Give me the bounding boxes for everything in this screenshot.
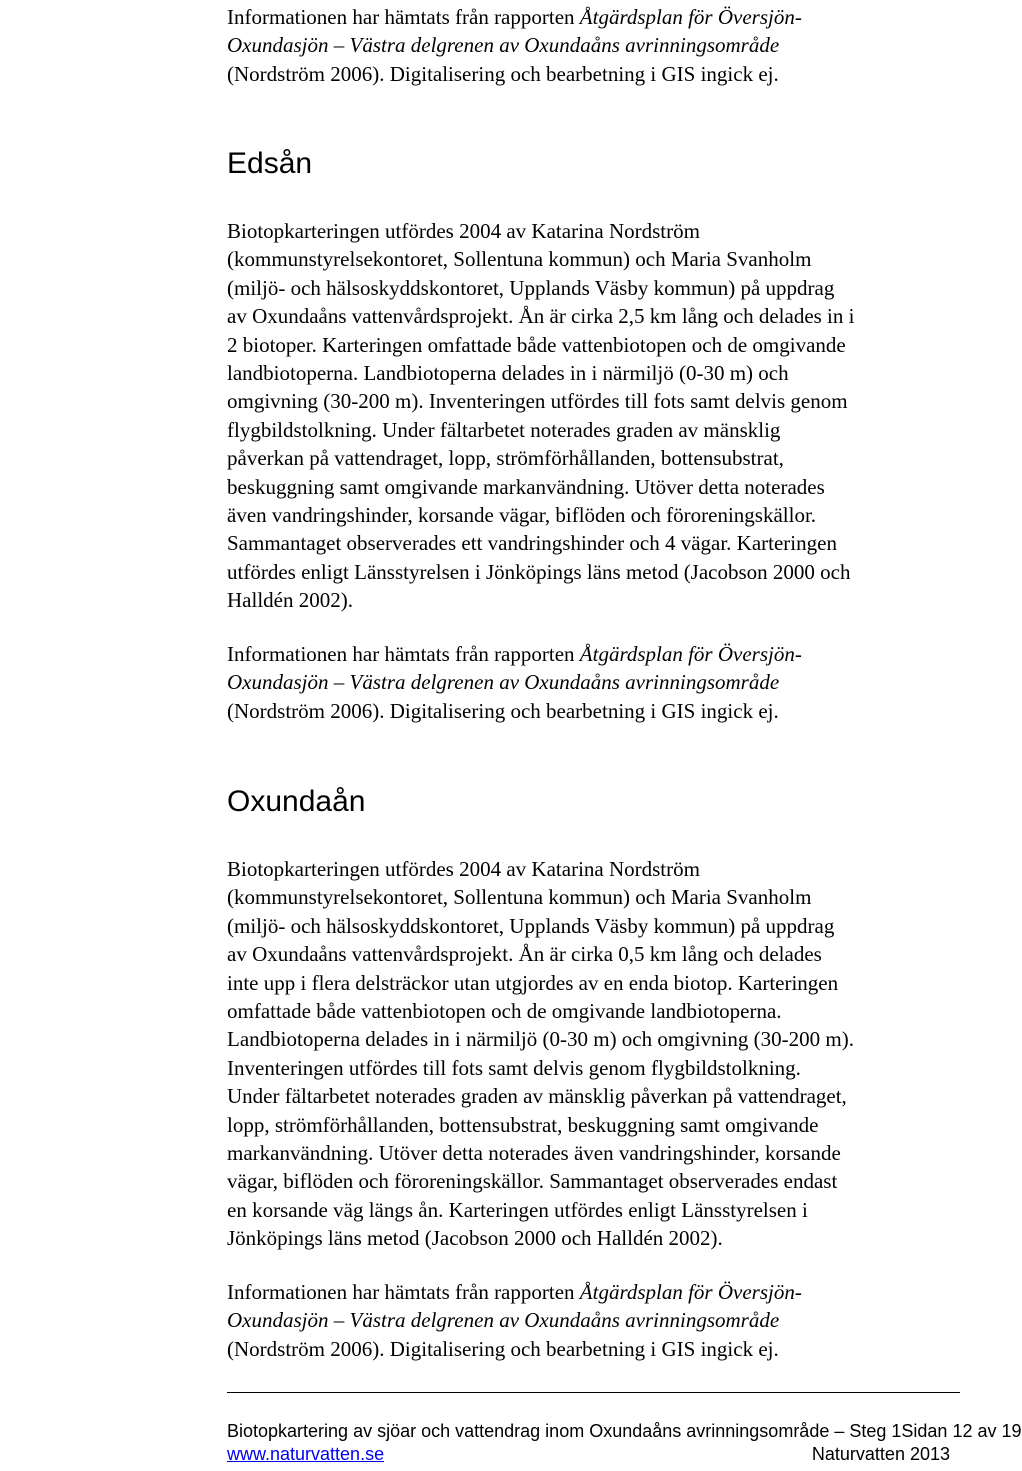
footer-rule <box>227 1392 960 1393</box>
body-line: Halldén 2002). <box>227 588 353 613</box>
source-note-suffix: (Nordström 2006). Digitalisering och bearbetning i GIS ingick ej. <box>227 698 779 723</box>
footer-page-number: Sidan 12 av 19 <box>901 1421 1022 1441</box>
report-title-cont: Oxundasjön – Västra delgrenen av Oxundaåns avrinningsområde <box>227 33 780 58</box>
body-line: 2 biotoper. Karteringen omfattade både vattenbiotopen och de omgivande <box>227 332 846 357</box>
body-line: (miljö- och hälsoskyddskontoret, Upplands Väsby kommun) på uppdrag <box>227 913 835 938</box>
source-note-suffix: (Nordström 2006). Digitalisering och bearbetning i GIS ingick ej. <box>227 61 779 86</box>
source-note-prefix: Informationen har hämtats från rapporten <box>227 5 580 29</box>
report-title-cont: Oxundasjön – Västra delgrenen av Oxundaåns avrinningsområde <box>227 1308 780 1333</box>
body-line: Under fältarbetet noterades graden av mänsklig påverkan på vattendraget, <box>227 1084 847 1109</box>
section-body-edsan <box>227 217 955 615</box>
section-body-oxundaan <box>227 855 955 1253</box>
body-line: flygbildstolkning. Under fältarbetet noterades graden av mänsklig <box>227 417 781 442</box>
section-heading-edsan: Edsån <box>227 147 313 180</box>
source-note-prefix: Informationen har hämtats från rapporten <box>227 642 580 666</box>
report-title: Åtgärdsplan för Översjön- <box>579 1280 802 1304</box>
body-line: landbiotoperna. Landbiotoperna delades in i närmiljö (0-30 m) och <box>227 361 789 386</box>
report-title-cont: Oxundasjön – Västra delgrenen av Oxundaåns avrinningsområde <box>227 670 780 695</box>
source-note-prefix: Informationen har hämtats från rapporten <box>227 1280 580 1304</box>
body-line: omgivning (30-200 m). Inventeringen utfördes till fots samt delvis genom <box>227 389 848 414</box>
body-line: (kommunstyrelsekontoret, Sollentuna kommun) och Maria Svanholm <box>227 885 812 910</box>
footer-website-link[interactable]: www.naturvatten.se <box>227 1444 385 1464</box>
body-line: markanvändning. Utöver detta noterades även vandringshinder, korsande <box>227 1141 841 1166</box>
body-line: utfördes enligt Länsstyrelsen i Jönköpings läns metod (Jacobson 2000 och <box>227 559 851 584</box>
body-line: Jönköpings läns metod (Jacobson 2000 och Halldén 2002). <box>227 1226 723 1251</box>
body-line: av Oxundaåns vattenvårdsprojekt. Ån är cirka 0,5 km lång och delades <box>227 942 822 967</box>
body-line: Biotopkarteringen utfördes 2004 av Katarina Nordström <box>227 219 700 243</box>
body-line: Sammantaget observerades ett vandringshinder och 4 vägar. Karteringen <box>227 531 837 556</box>
body-line: Inventeringen utfördes till fots samt delvis genom flygbildstolkning. <box>227 1055 801 1080</box>
body-line: lopp, strömförhållanden, bottensubstrat, beskuggning samt omgivande <box>227 1112 819 1137</box>
body-line: beskuggning samt omgivande markanvändning. Utöver detta noterades <box>227 474 825 499</box>
body-line: Landbiotoperna delades in i närmiljö (0-30 m) och omgivning (30-200 m). <box>227 1027 854 1052</box>
source-note-top <box>227 3 955 88</box>
report-title: Åtgärdsplan för Översjön- <box>579 5 802 29</box>
body-line: inte upp i flera delsträckor utan utgjordes av en enda biotop. Karteringen <box>227 970 839 995</box>
footer-row-1 <box>227 1420 1022 1442</box>
source-note-oxundaan <box>227 1278 955 1363</box>
body-line: en korsande väg längs ån. Karteringen utfördes enligt Länsstyrelsen i <box>227 1197 808 1222</box>
body-line: vägar, biflöden och föroreningskällor. Sammantaget observerades endast <box>227 1169 838 1194</box>
source-note-edsan <box>227 640 955 725</box>
body-line: även vandringshinder, korsande vägar, biflöden och föroreningskällor. <box>227 503 817 528</box>
footer-copyright: Naturvatten 2013 <box>811 1444 950 1464</box>
body-line: av Oxundaåns vattenvårdsprojekt. Ån är cirka 2,5 km lång och delades in i <box>227 304 855 329</box>
body-line: (kommunstyrelsekontoret, Sollentuna kommun) och Maria Svanholm <box>227 247 812 272</box>
body-line: Biotopkarteringen utfördes 2004 av Katarina Nordström <box>227 857 700 881</box>
footer-doc-title: Biotopkartering av sjöar och vattendrag inom Oxundaåns avrinningsområde – Steg 1 <box>227 1421 902 1441</box>
body-line: påverkan på vattendraget, lopp, strömförhållanden, bottensubstrat, <box>227 446 784 471</box>
footer-row-2 <box>227 1443 950 1465</box>
report-title: Åtgärdsplan för Översjön- <box>579 642 802 666</box>
body-line: (miljö- och hälsoskyddskontoret, Upplands Väsby kommun) på uppdrag <box>227 275 835 300</box>
source-note-suffix: (Nordström 2006). Digitalisering och bearbetning i GIS ingick ej. <box>227 1336 779 1361</box>
body-line: omfattade både vattenbiotopen och de omgivande landbiotoperna. <box>227 999 782 1024</box>
section-heading-oxundaan: Oxundaån <box>227 785 366 818</box>
